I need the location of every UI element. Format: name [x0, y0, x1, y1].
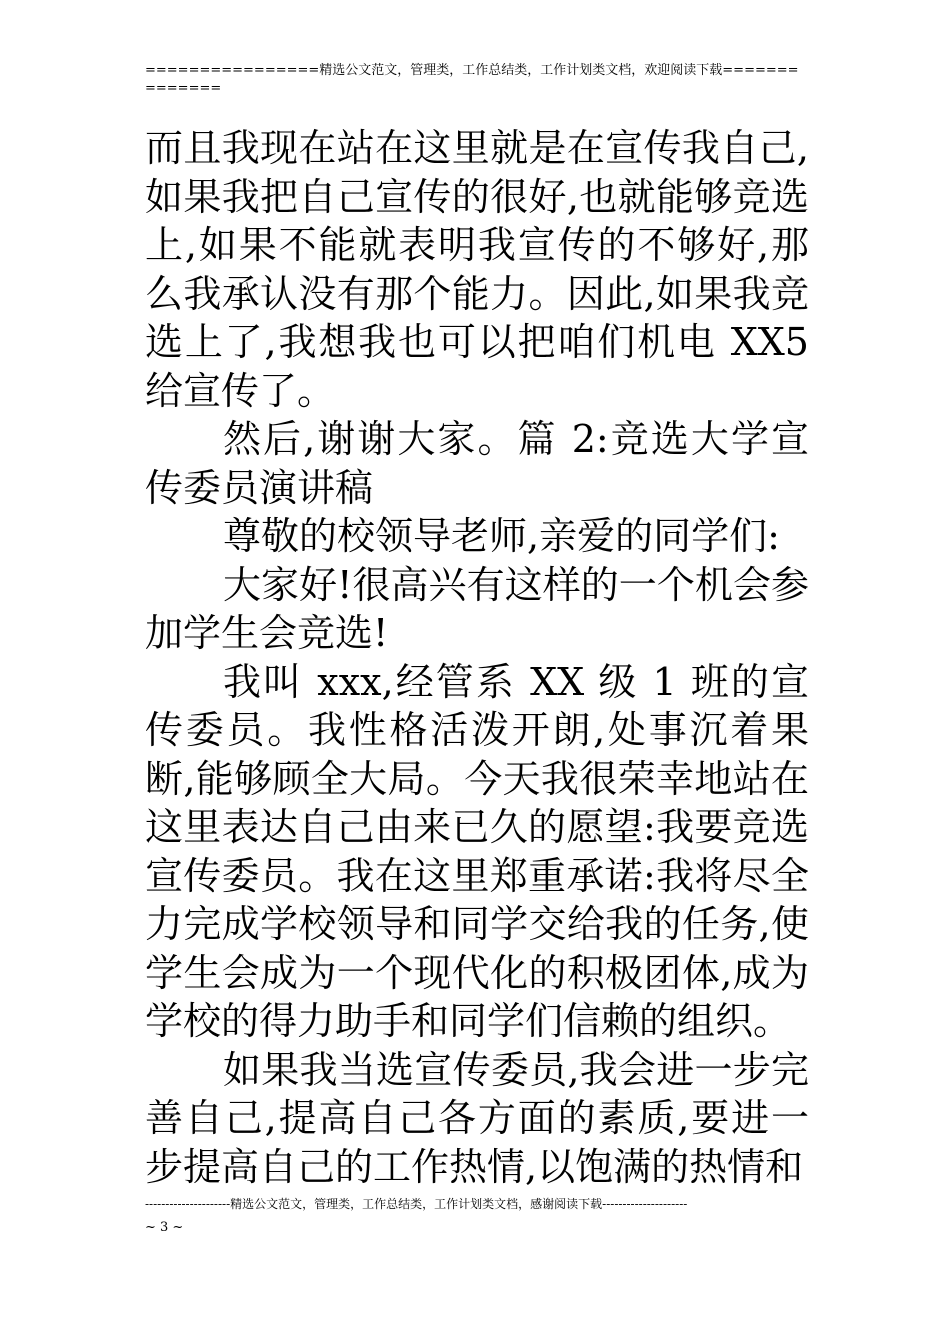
paragraph: 然后,谢谢大家。篇 2:竞选大学宣传委员演讲稿: [145, 417, 809, 510]
page-number: ~ 3 ~: [145, 1220, 184, 1235]
document-body: [145, 124, 809, 1191]
paragraph: 而且我现在站在这里就是在宣传我自己,如果我把自己宣传的很好,也就能够竞选上,如果不能就表明我宣传的不够好,那么我承认没有那个能力。因此,如果我竞选上了,我想我也可以把咱们机电 XX5 给宣传了。: [145, 126, 809, 413]
paragraph: 大家好!很高兴有这样的一个机会参加学生会竞选!: [145, 562, 809, 655]
paragraph: 我叫 xxx,经管系 XX 级 1 班的宣传委员。我性格活泼开朗,处事沉着果断,能够顾全大局。今天我很荣幸地站在这里表达自己由来已久的愿望:我要竞选宣传委员。我在这里郑重承诺:我将尽全力完成学校领导和同学交给我的任务,使学生会成为一个现代化的积极团体,成为学校的得力助手和同学们信赖的组织。: [145, 659, 809, 1043]
paragraph: 尊敬的校领导老师,亲爱的同学们:: [223, 514, 780, 558]
paragraph: 如果我当选宣传委员,我会进一步完善自己,提高自己各方面的素质,要进一步提高自己的工作热情,以饱满的热情和: [145, 1047, 809, 1189]
header-banner: ================精选公文范文，管理类，工作总结类，工作计划类文档，欢迎阅读下载==============: [145, 63, 799, 96]
footer-banner: ---------------------精选公文范文，管理类，工作总结类，工作计划类文档，感谢阅读下载---------------------: [145, 1197, 688, 1211]
